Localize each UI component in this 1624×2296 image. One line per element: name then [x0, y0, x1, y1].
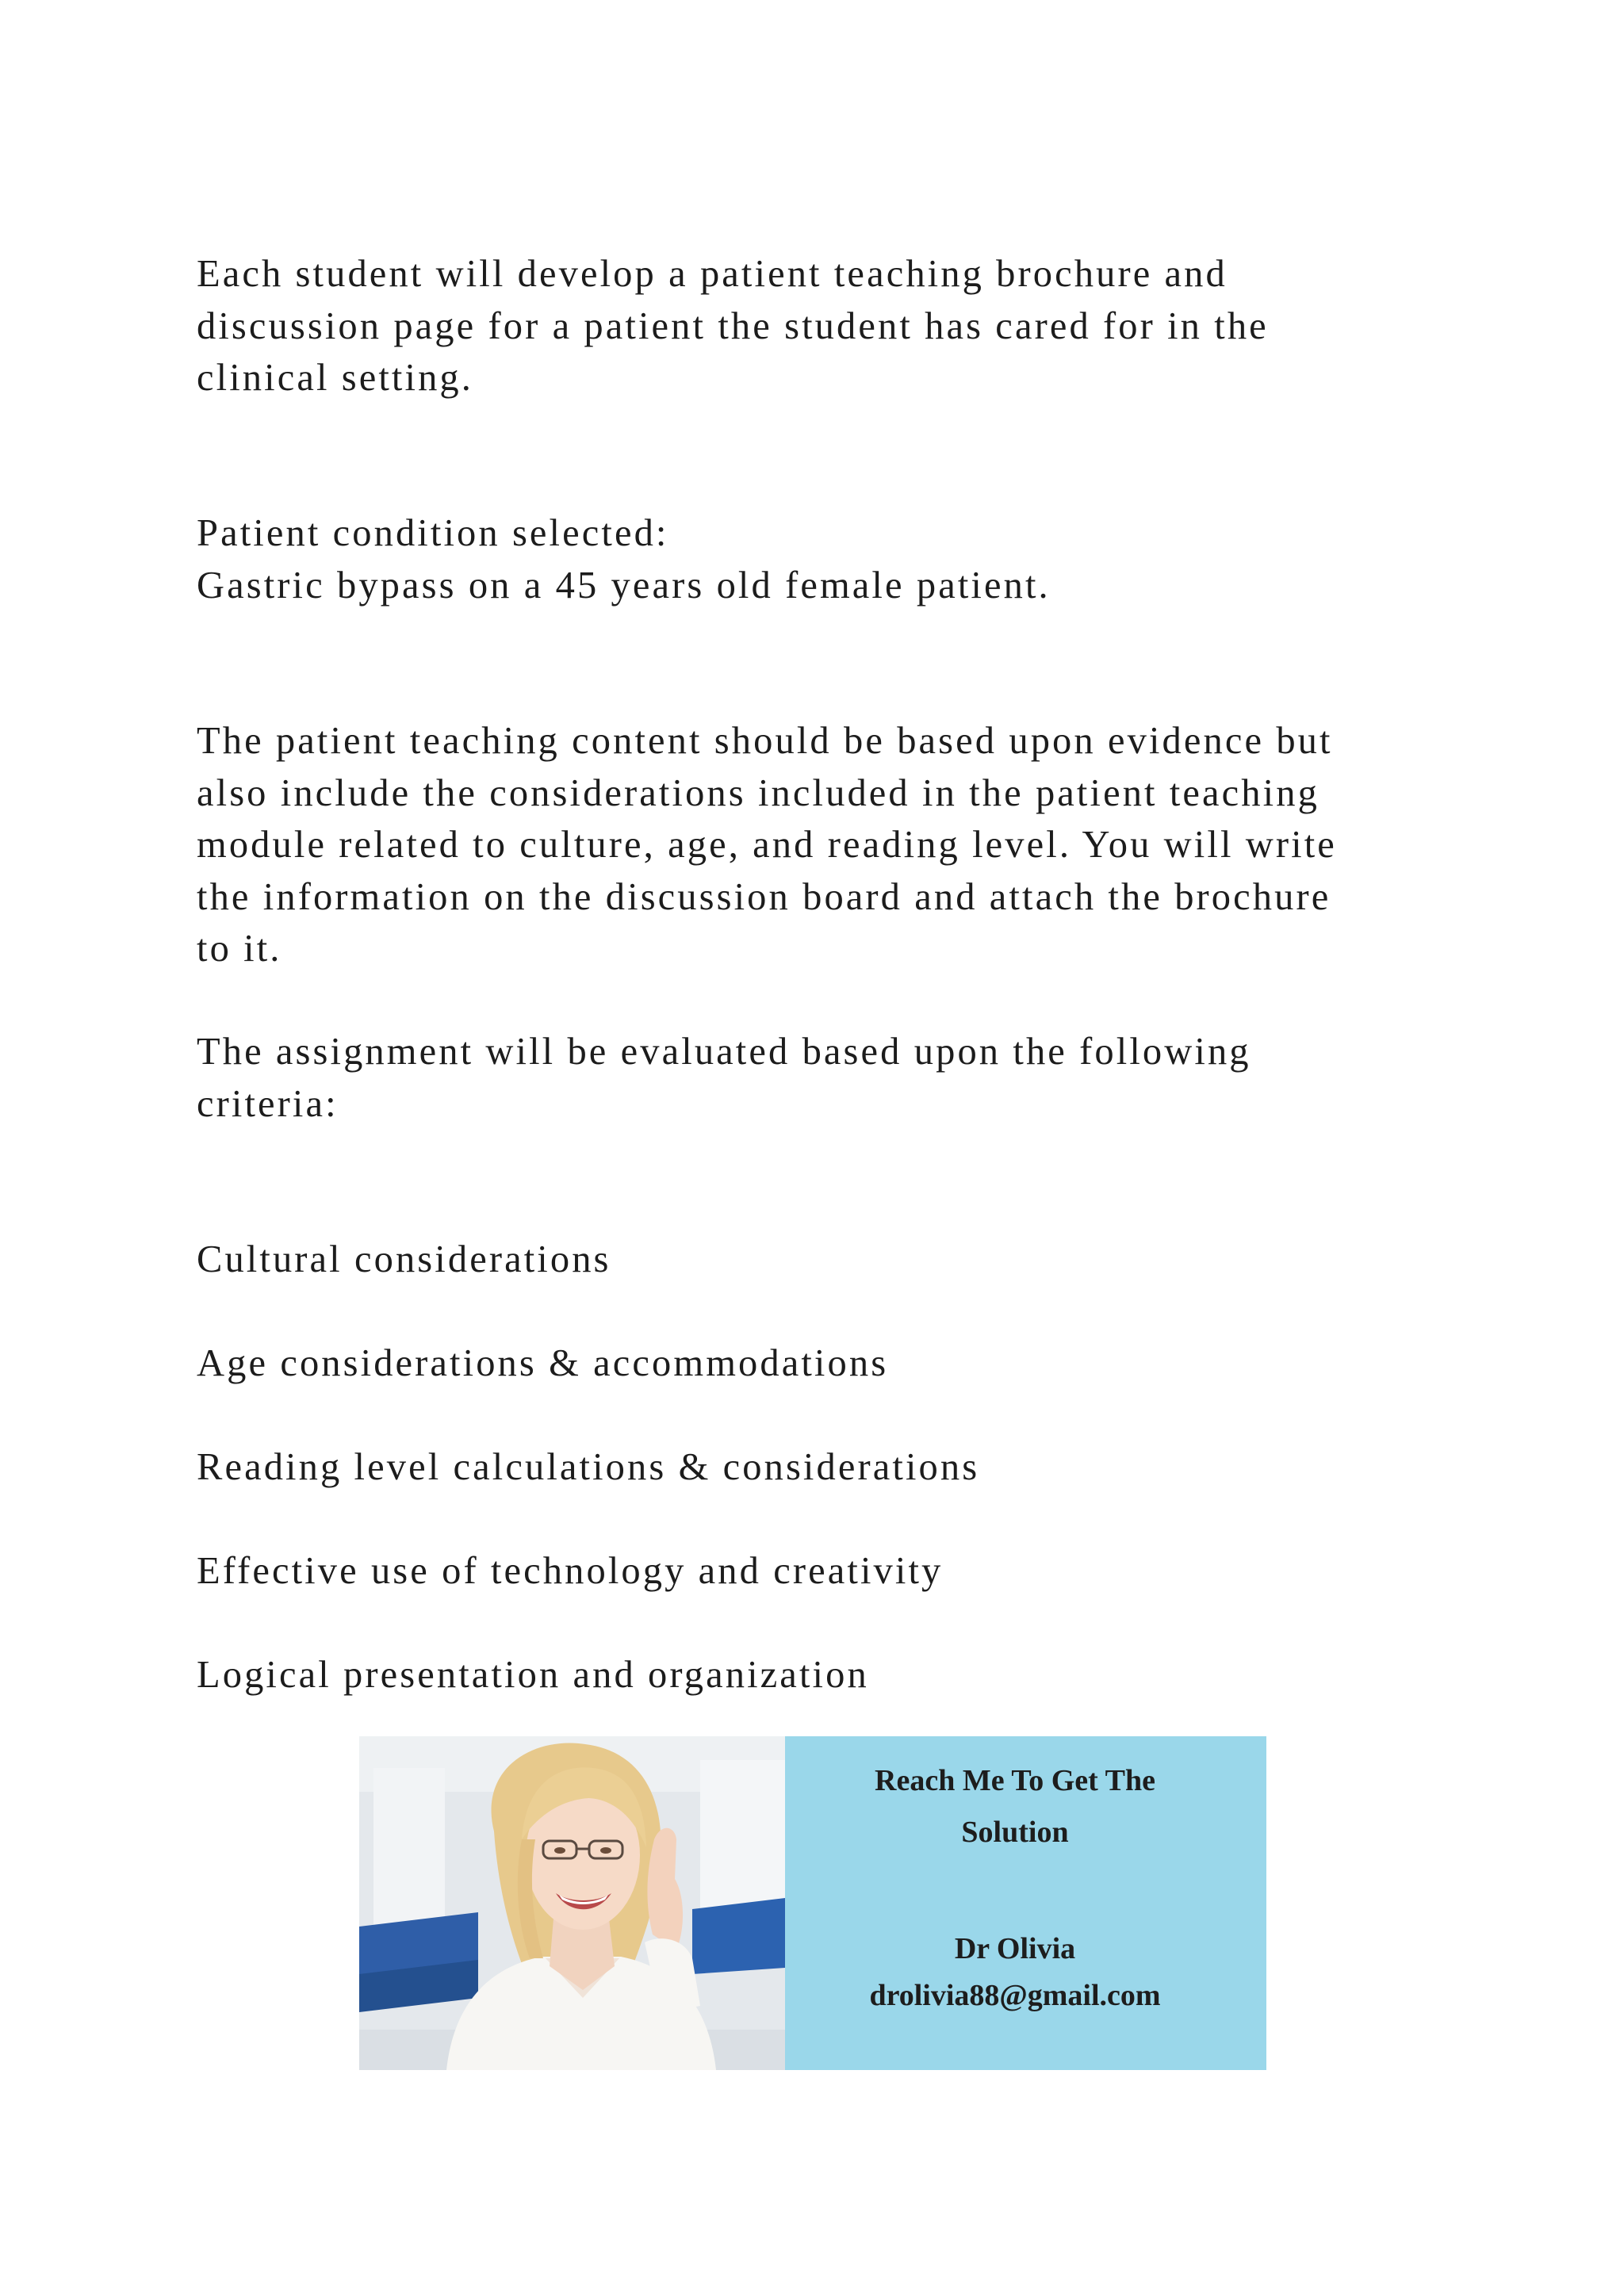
criteria-item: Logical presentation and organization	[197, 1654, 869, 1696]
contact-email: drolivia88@gmail.com	[869, 1979, 1161, 2012]
evaluation-paragraph	[197, 1026, 1465, 1130]
evaluation-line: The assignment will be evaluated based upon the following	[197, 1031, 1251, 1073]
content-paragraph	[197, 715, 1465, 975]
woman-photo	[359, 1736, 785, 2070]
content-line: the information on the discussion board and attach the brochure	[197, 875, 1331, 918]
criteria-item: Age considerations & accommodations	[197, 1342, 889, 1384]
intro-line: Each student will develop a patient teaching brochure and	[197, 253, 1228, 295]
intro-line: discussion page for a patient the student has cared for in the	[197, 304, 1269, 347]
contact-banner	[359, 1736, 1266, 2070]
criteria-item: Cultural considerations	[197, 1238, 611, 1280]
criteria-item: Reading level calculations & considerations	[197, 1446, 980, 1488]
condition-paragraph	[197, 507, 1465, 611]
content-line: module related to culture, age, and reading level. You will write	[197, 824, 1337, 866]
evaluation-line: criteria:	[197, 1082, 339, 1125]
woman-illustration	[359, 1736, 785, 2070]
condition-value: Gastric bypass on a 45 years old female patient.	[197, 564, 1051, 607]
intro-line: clinical setting.	[197, 357, 474, 399]
banner-headline-line-1: Reach Me To Get The	[875, 1764, 1155, 1797]
content-line: to it.	[197, 928, 282, 970]
criteria-item: Effective use of technology and creativity	[197, 1550, 944, 1592]
banner-headline-line-2: Solution	[961, 1816, 1069, 1849]
contact-panel	[785, 1736, 1266, 2070]
contact-name: Dr Olivia	[954, 1932, 1076, 1965]
intro-paragraph	[197, 248, 1465, 404]
content-line: also include the considerations included in the patient teaching	[197, 771, 1320, 814]
condition-label: Patient condition selected:	[197, 512, 669, 554]
content-line: The patient teaching content should be based upon evidence but	[197, 720, 1333, 762]
